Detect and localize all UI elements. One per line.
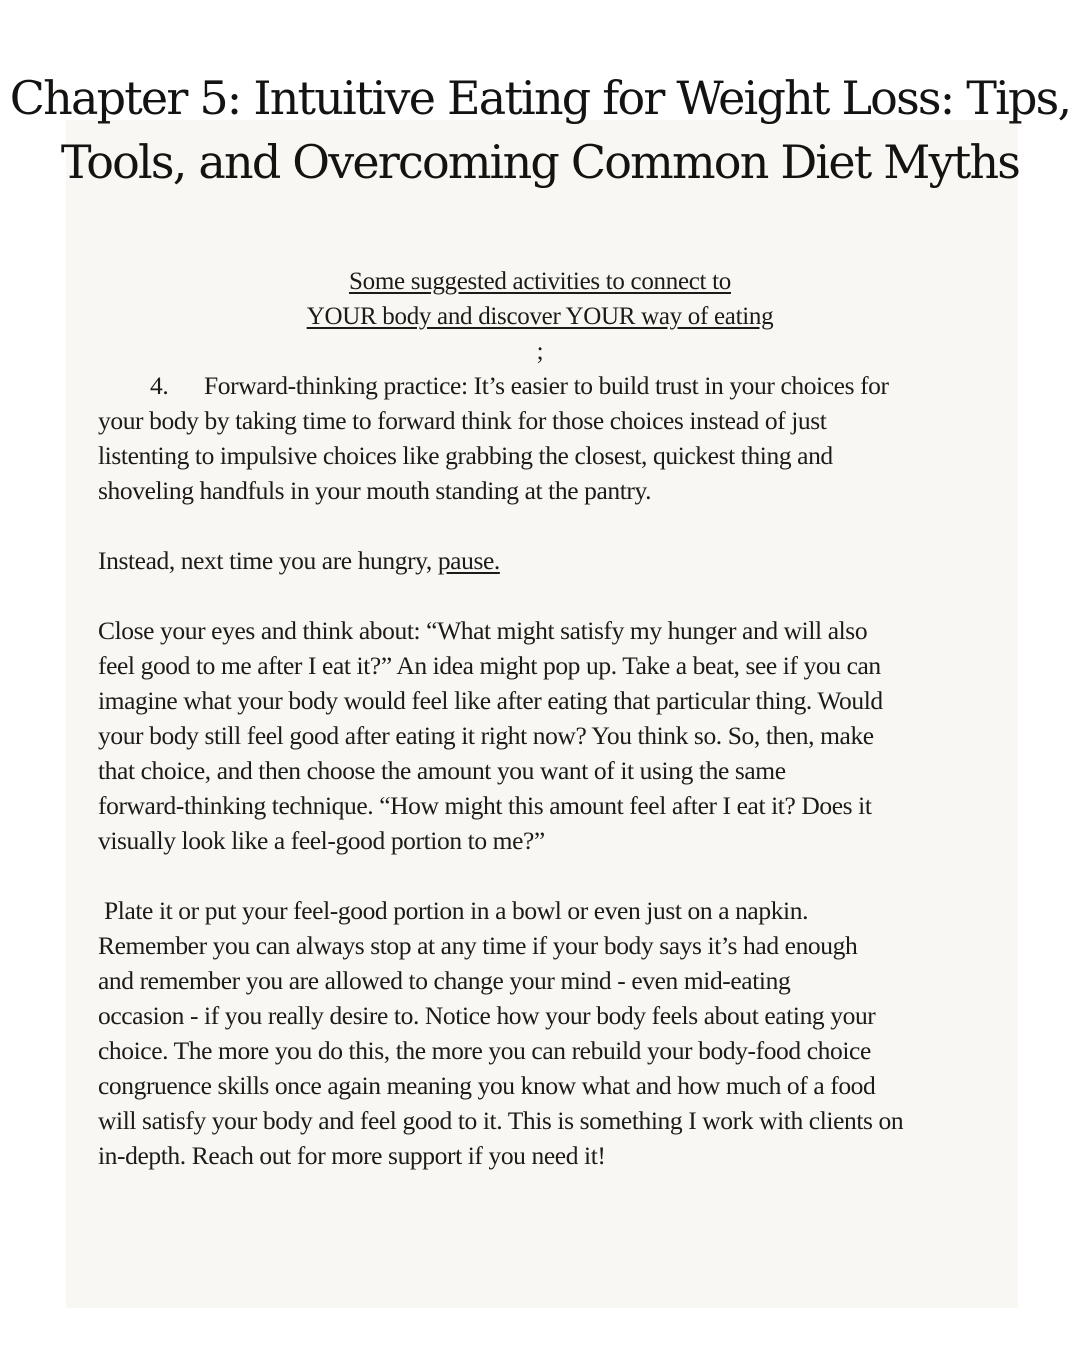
item-4-line: your body by taking time to forward think for those choices instead of just bbox=[98, 406, 827, 435]
activities-heading bbox=[0, 264, 1080, 369]
paragraph-gap bbox=[98, 858, 998, 893]
close-eyes-line: Close your eyes and think about: “What might satisfy my hunger and will also bbox=[98, 616, 868, 645]
item-4-line bbox=[98, 368, 998, 403]
close-eyes-line: forward-thinking technique. “How might this amount feel after I eat it? Does it bbox=[98, 791, 872, 820]
instead-text: Instead, next time you are hungry, bbox=[98, 546, 438, 575]
pause-emphasis: pause. bbox=[437, 546, 500, 575]
plate-it-paragraph bbox=[98, 893, 998, 1173]
item-number: 4. bbox=[150, 371, 169, 400]
plate-it-line: choice. The more you do this, the more you can rebuild your body-food choice bbox=[98, 1036, 871, 1065]
item-4-line: listenting to impulsive choices like grabbing the closest, quickest thing and bbox=[98, 441, 833, 470]
activities-heading-line-2 bbox=[0, 299, 1080, 369]
activities-heading-text-2: YOUR body and discover YOUR way of eating bbox=[306, 303, 774, 330]
activities-heading-text-1: Some suggested activities to connect to bbox=[349, 268, 731, 295]
close-eyes-line: visually look like a feel-good portion to me?” bbox=[98, 826, 545, 855]
close-eyes-paragraph bbox=[98, 613, 998, 858]
activities-heading-suffix: ; bbox=[536, 338, 544, 365]
item-4-line: shoveling handfuls in your mouth standing at the pantry. bbox=[98, 476, 652, 505]
paragraph-gap bbox=[98, 578, 998, 613]
plate-it-line: occasion - if you really desire to. Notice how your body feels about eating your bbox=[98, 1001, 876, 1030]
chapter-title-line-1: Chapter 5: Intuitive Eating for Weight Loss: Tips, bbox=[9, 71, 1071, 125]
plate-it-line: Plate it or put your feel-good portion in a bowl or even just on a napkin. bbox=[98, 896, 809, 925]
item-4-line-text: Forward-thinking practice: It’s easier to build trust in your choices for bbox=[204, 371, 889, 400]
plate-it-line: in-depth. Reach out for more support if you need it! bbox=[98, 1141, 606, 1170]
paragraph-gap bbox=[98, 508, 998, 543]
instead-line bbox=[98, 543, 998, 578]
plate-it-line: and remember you are allowed to change your mind - even mid-eating bbox=[98, 966, 791, 995]
close-eyes-line: feel good to me after I eat it?” An idea might pop up. Take a beat, see if you can bbox=[98, 651, 881, 680]
close-eyes-line: your body still feel good after eating it right now? You think so. So, then, make bbox=[98, 721, 874, 750]
chapter-title bbox=[0, 66, 1080, 194]
close-eyes-line: imagine what your body would feel like after eating that particular thing. Would bbox=[98, 686, 883, 715]
close-eyes-line: that choice, and then choose the amount you want of it using the same bbox=[98, 756, 786, 785]
item-4-paragraph bbox=[98, 368, 998, 508]
plate-it-line: will satisfy your body and feel good to it. This is something I work with clients on bbox=[98, 1106, 904, 1135]
activities-heading-line-1 bbox=[0, 264, 1080, 299]
plate-it-line: congruence skills once again meaning you know what and how much of a food bbox=[98, 1071, 876, 1100]
chapter-title-line-2: Tools, and Overcoming Common Diet Myths bbox=[60, 135, 1020, 189]
instead-paragraph bbox=[98, 543, 998, 578]
body-text bbox=[98, 368, 998, 1173]
plate-it-line: Remember you can always stop at any time if your body says it’s had enough bbox=[98, 931, 858, 960]
